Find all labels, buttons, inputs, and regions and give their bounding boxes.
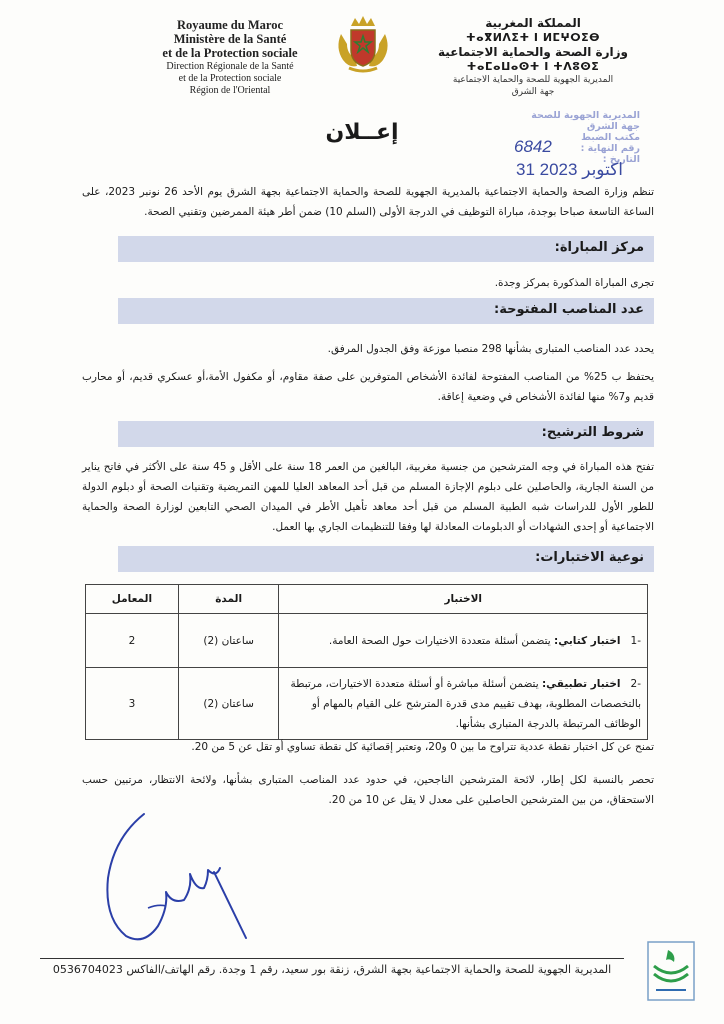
signature-icon bbox=[96, 808, 256, 948]
region-ar: جهة الشرق bbox=[511, 87, 555, 97]
table-row bbox=[86, 614, 648, 668]
stamp-number: 6842 bbox=[514, 137, 552, 156]
stamp-line: التاريخ : bbox=[602, 154, 640, 165]
region-fr: Région de l'Oriental bbox=[189, 85, 271, 96]
exam-title: اختبار تطبيقي: bbox=[541, 677, 621, 690]
section-band-exams bbox=[118, 546, 654, 572]
exams-table bbox=[85, 584, 648, 740]
table-header-row bbox=[86, 585, 648, 614]
duration-cell: ساعتان (2) bbox=[178, 668, 279, 740]
section-heading-center: مركز المباراة: bbox=[554, 240, 644, 255]
exam-desc: يتضمن أسئلة مباشرة أو أسئلة متعددة الاختيارات، مرتبطة بالتخصصات المطلوبة، بهدف تقييم مدى قدرة المترشح على القيام بالمهام أو الوظائف المرتبطة بالدرجة المتبارى بشأنها. bbox=[290, 677, 641, 730]
section-band-center bbox=[118, 236, 654, 262]
section-heading-exams: نوعية الاختبارات: bbox=[535, 550, 644, 565]
ministry-fr-2: et de la Protection sociale bbox=[162, 46, 298, 60]
column-header-coef: المعامل bbox=[86, 585, 179, 614]
ministry-fr: Ministère de la Santé bbox=[173, 32, 287, 46]
header-fr bbox=[110, 18, 350, 97]
page-title: إعــلان bbox=[325, 120, 399, 145]
header-ar bbox=[418, 16, 648, 98]
intro-paragraph: تنظم وزارة الصحة والحماية الاجتماعية بالمديرية الجهوية للصحة والحماية الاجتماعية بجهة الشرق يوم الأحد 26 نونبر 2023، على الساعة التاسعة صباحا بوجدة، مباراة التوظيف في الدرجة الأولى (السلم 10) ضمن أطر هيئة الممرضين وتقنيي الصحة. bbox=[82, 186, 654, 218]
kingdom-fr: Royaume du Maroc bbox=[176, 18, 283, 32]
section-band-posts bbox=[118, 298, 654, 324]
stamp-line: جهة الشرق bbox=[586, 121, 640, 132]
duration-cell: ساعتان (2) bbox=[178, 614, 279, 668]
coef-cell: 3 bbox=[86, 668, 179, 740]
exam-cell bbox=[279, 668, 648, 740]
stamp-line: المديرية الجهوية للصحة bbox=[531, 110, 640, 121]
exam-number: -1 bbox=[630, 634, 641, 647]
exam-desc: يتضمن أسئلة متعددة الاختيارات حول الصحة العامة. bbox=[328, 634, 551, 647]
stamp-line: مكتب الضبط bbox=[581, 132, 640, 143]
table-row bbox=[86, 668, 648, 740]
stamp-line: رقم النهاية : bbox=[580, 143, 640, 154]
posts-text-2: يحتفظ ب 25% من المناصب المفتوحة لفائدة الأشخاص المتوفرين على صفة مقاوم، أو مكفول الأمة،أو عسكري قديم، أو محارب قديم و7% منها لفائدة الأشخاص في وضعية إعاقة. bbox=[82, 371, 654, 403]
exam-number: -2 bbox=[630, 677, 641, 690]
direction-fr-2: et de la Protection sociale bbox=[178, 73, 282, 84]
column-header-exam: الاختبار bbox=[279, 585, 648, 614]
footer-divider bbox=[40, 958, 624, 959]
health-logo-icon bbox=[646, 940, 696, 1002]
direction-ar: المديرية الجهوية للصحة والحماية الاجتماعية bbox=[452, 75, 614, 85]
center-text: تجرى المباراة المذكورة بمركز وجدة. bbox=[494, 277, 654, 289]
column-header-duration: المدة bbox=[178, 585, 279, 614]
footer-address: المديرية الجهوية للصحة والحماية الاجتماعية بجهة الشرق، زنقة بور سعيد، رقم 1 وجدة. رقم الهاتف/الفاكس 0536704023 bbox=[52, 963, 612, 976]
posts-text-1: يحدد عدد المناصب المتبارى بشأنها 298 منصبا موزعة وفق الجدول المرفق. bbox=[327, 343, 654, 355]
section-heading-posts: عدد المناصب المفتوحة: bbox=[494, 302, 644, 317]
grading-note: تمنح عن كل اختبار نقطة عددية تتراوح ما بين 0 و20، وتعتبر إقصائية كل نقطة تساوي أو تقل عن 5 من 20. bbox=[191, 741, 654, 753]
section-heading-conditions: شروط الترشيح: bbox=[541, 425, 644, 440]
exam-title: اختبار كتابي: bbox=[554, 634, 621, 647]
coat-of-arms-icon bbox=[333, 14, 393, 74]
kingdom-ar: المملكة المغربية bbox=[485, 16, 581, 30]
stamp-date: 31 اكتوبر 2023 bbox=[516, 160, 624, 179]
coef-cell: 2 bbox=[86, 614, 179, 668]
ministry-ar: وزارة الصحة والحماية الاجتماعية bbox=[438, 45, 628, 59]
ministry-tifinagh: ⵜⴰⵎⴰⵡⴰⵙⵜ ⵏ ⵜⴷⵓⵙⵉ bbox=[466, 60, 600, 73]
conditions-text: تفتح هذه المباراة في وجه المترشحين من جنسية مغربية، البالغين من العمر 18 سنة على الأقل و 45 سنة على الأكثر في فاتح يناير من السنة الجارية، والحاصلين على دبلوم الإجازة المسلم من قبل أحد المعاهد العليا للمهن التمريضية وتقنيات الصحة أو دبلوم الدولة للطور الأول للدراسات شبه الطبية المسلم من قبل أحد معاهد تأهيل الأطر في الميدان الصحي التابعين لوزارة الصحة والحماية الاجتماعية أو إحدى الشهادات أو الدبلومات المعادلة لها وفقا للتنظيمات الجاري بها العمل. bbox=[82, 461, 654, 533]
exam-cell bbox=[279, 614, 648, 668]
section-band-conditions bbox=[118, 421, 654, 447]
results-note: تحصر بالنسبة لكل إطار، لائحة المترشحين الناجحين، في حدود عدد المناصب المتبارى بشأنها، ولائحة الانتظار، مرتبين حسب الاستحقاق، من بين المترشحين الحاصلين على معدل لا يقل عن 10 من 20. bbox=[82, 774, 654, 806]
kingdom-tifinagh: ⵜⴰⴳⵍⴷⵉⵜ ⵏ ⵍⵎⵖⵔⵉⴱ bbox=[465, 31, 600, 44]
direction-fr: Direction Régionale de la Santé bbox=[166, 61, 294, 72]
